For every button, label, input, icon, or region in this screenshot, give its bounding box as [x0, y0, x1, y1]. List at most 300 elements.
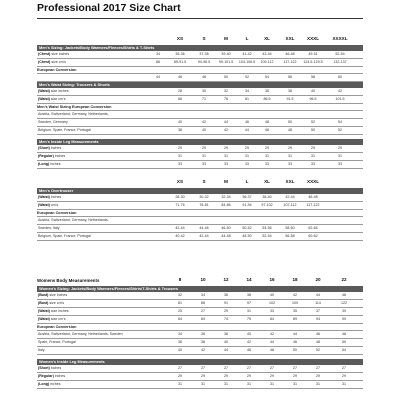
row-description: size cm's — [49, 97, 66, 101]
size-value: 31 — [311, 154, 315, 159]
row-description: size inches — [49, 309, 69, 313]
row-key: (Waist) — [38, 203, 50, 207]
size-value: 29 — [178, 374, 182, 379]
size-column-header: XXL — [285, 179, 295, 184]
size-header-row — [37, 277, 363, 286]
size-value: 117-122 — [306, 203, 320, 208]
size-value: 40-42 — [175, 234, 185, 239]
size-value: 33 — [338, 162, 342, 167]
size-value: 54 — [342, 348, 346, 353]
size-value: 27 — [316, 366, 320, 371]
size-value: 31 — [293, 382, 297, 387]
size-value: 81 — [178, 301, 182, 306]
size-value: 69 — [201, 317, 205, 322]
size-value: 76 — [224, 97, 228, 102]
row-description: Spain, France, Portugal — [38, 340, 76, 344]
size-value: 35 — [293, 309, 297, 314]
size-value: 81 — [245, 97, 249, 102]
size-value: 38 — [247, 293, 251, 298]
size-value: 40 — [224, 340, 228, 345]
size-column-header: L — [245, 179, 249, 184]
size-value: 41-42 — [242, 52, 252, 57]
size-value: 29 — [316, 374, 320, 379]
table-row — [37, 96, 363, 104]
size-value: 97-102 — [261, 203, 273, 208]
size-value: 32 — [178, 293, 182, 298]
size-value: 31 — [178, 154, 182, 159]
size-value: 29 — [270, 374, 274, 379]
size-value: 46 — [245, 120, 249, 125]
size-value: 29 — [265, 146, 269, 151]
row-label — [38, 112, 109, 116]
size-value: 36-37 — [242, 195, 252, 200]
table-row — [37, 365, 363, 373]
size-value: 44-46 — [199, 226, 209, 231]
row-key: (Waist) — [38, 309, 50, 313]
size-value: 29 — [224, 374, 228, 379]
size-value: 42-44 — [199, 234, 209, 239]
size-value: 84-86 — [221, 203, 231, 208]
size-value: 50 — [293, 348, 297, 353]
size-value: 46 — [265, 128, 269, 133]
size-value: 42-44 — [175, 226, 185, 231]
row-label — [38, 332, 123, 336]
size-value: 107-112 — [283, 203, 297, 208]
table-row — [37, 225, 363, 233]
size-value: 84 — [270, 317, 274, 322]
table-row — [37, 111, 363, 119]
row-label — [38, 382, 61, 386]
size-value: 31 — [338, 154, 342, 159]
size-column-header: 10 — [200, 277, 206, 282]
size-value: 109-112 — [260, 60, 274, 65]
size-value: 29 — [311, 146, 315, 151]
size-value: 38 — [178, 128, 182, 133]
size-value: 36 — [224, 293, 228, 298]
pre-size-value: 34 — [156, 52, 160, 57]
row-description: inches — [53, 374, 66, 378]
size-value: 50 — [342, 340, 346, 345]
table-row — [37, 145, 363, 153]
size-value: 36 — [178, 340, 182, 345]
size-value: 33 — [288, 162, 292, 167]
size-value: 31 — [247, 382, 251, 387]
size-value: 117-122 — [283, 60, 297, 65]
table-row — [37, 339, 363, 347]
row-label — [38, 340, 76, 344]
size-value: 52 — [245, 75, 249, 80]
size-value: 64 — [178, 317, 182, 322]
size-value: 48 — [288, 128, 292, 133]
row-description: size inches — [50, 52, 70, 56]
size-value: 89-91.5 — [173, 60, 187, 65]
row-key: (Chest) — [38, 60, 51, 64]
size-value: 31 — [265, 154, 269, 159]
subheading: European Conversion — [37, 210, 363, 217]
size-value: 76-81 — [199, 203, 209, 208]
row-key: (Short) — [38, 146, 50, 150]
row-description: Belgium, Spain, France, Portugal — [38, 128, 91, 132]
size-value: 29 — [245, 146, 249, 151]
size-value: 52-54 — [262, 234, 272, 239]
table-row — [37, 381, 363, 389]
table-row — [37, 316, 363, 324]
size-value: 46-48 — [285, 52, 295, 57]
size-value: 62-64 — [308, 226, 318, 231]
size-value: 30-32 — [199, 195, 209, 200]
size-value: 46 — [247, 348, 251, 353]
size-value: 109 — [292, 301, 298, 306]
size-value: 48 — [342, 332, 346, 337]
size-value: 31 — [270, 382, 274, 387]
size-value: 91.5 — [286, 97, 294, 102]
row-description: inches — [49, 162, 61, 166]
subheading: Men's Waist Sizing European Conversion — [37, 104, 363, 111]
size-value: 37-38 — [199, 52, 209, 57]
size-value: 50 — [311, 128, 315, 133]
size-value: 94-96.5 — [197, 60, 211, 65]
row-key: (Short) — [38, 366, 50, 370]
row-description: inches — [49, 146, 62, 150]
row-label — [38, 89, 69, 93]
size-value: 34 — [178, 332, 182, 337]
size-column-header: XXXL — [307, 36, 319, 41]
size-value: 46-50 — [221, 226, 231, 231]
row-label — [38, 317, 66, 321]
size-value: 31 — [288, 154, 292, 159]
row-label — [38, 128, 91, 132]
size-header-row — [37, 179, 363, 188]
size-value: 102 — [269, 301, 275, 306]
size-column-header: XS — [176, 36, 184, 41]
size-column-header: M — [224, 36, 228, 41]
row-description: inches — [49, 195, 62, 199]
size-header-row — [37, 36, 363, 45]
size-value: 29 — [224, 146, 228, 151]
size-value: 31 — [201, 382, 205, 387]
size-value: 27 — [201, 366, 205, 371]
size-value: 44 — [293, 332, 297, 337]
size-value: 56 — [288, 75, 292, 80]
size-value: 27 — [270, 366, 274, 371]
row-key: (Waist) — [38, 89, 50, 93]
size-value: 94 — [316, 317, 320, 322]
row-key: (Chest) — [38, 52, 51, 56]
size-value: 33 — [202, 162, 206, 167]
row-description: inches — [53, 154, 66, 158]
size-column-header: 8 — [178, 277, 182, 282]
size-value: 29 — [293, 374, 297, 379]
table-row — [37, 59, 363, 67]
size-value: 46 — [316, 332, 320, 337]
table-row — [37, 233, 363, 241]
size-value: 48-50 — [242, 234, 252, 239]
size-column-header: 12 — [223, 277, 229, 282]
row-key: (Regular) — [38, 374, 54, 378]
size-value: 48 — [316, 340, 320, 345]
size-value: 50 — [288, 120, 292, 125]
row-label — [38, 203, 58, 207]
size-value: 31 — [178, 382, 182, 387]
size-value: 48 — [265, 120, 269, 125]
size-value: 44 — [224, 348, 228, 353]
size-value: 44-48 — [221, 234, 231, 239]
subheading: European Conversion — [37, 67, 363, 74]
size-value: 52-54 — [335, 52, 345, 57]
size-value: 27 — [247, 366, 251, 371]
row-label — [38, 154, 65, 158]
row-description: cm's — [49, 203, 59, 207]
size-column-header: XL — [264, 179, 270, 184]
size-value: 86 — [201, 301, 205, 306]
table-heading: Womens Body Measurements — [37, 278, 100, 283]
size-value: 33 — [245, 162, 249, 167]
size-value: 34 — [201, 293, 205, 298]
row-key: (Waist) — [38, 97, 50, 101]
table-row — [37, 308, 363, 316]
row-description: Austria, Switzerland, Germany, Netherlands, Sweden — [38, 332, 123, 336]
row-label — [38, 309, 69, 313]
size-value: 52 — [338, 128, 342, 133]
size-value: 31 — [202, 154, 206, 159]
size-value: 132-137 — [333, 60, 347, 65]
row-description: size inches — [48, 293, 68, 297]
table-row — [37, 202, 363, 210]
size-value: 46 — [293, 340, 297, 345]
row-label — [38, 146, 61, 150]
table-row — [37, 373, 363, 381]
row-description: Sweden, Italy — [38, 226, 60, 230]
size-value: 42 — [202, 120, 206, 125]
category-band: Men's Sizing: Jackets/Body Warmers/Fleeces/Shirts & T-Shirts — [37, 45, 363, 51]
table-row — [37, 331, 363, 339]
size-value: 44 — [245, 128, 249, 133]
size-value: 38 — [201, 340, 205, 345]
table-row — [37, 74, 363, 82]
size-value: 39 — [342, 309, 346, 314]
size-column-header: XXXXL — [332, 36, 348, 41]
size-value: 86.5 — [263, 97, 271, 102]
row-label — [38, 374, 65, 378]
table-row — [37, 194, 363, 202]
size-value: 99 — [342, 317, 346, 322]
row-key: (Waist) — [38, 317, 50, 321]
size-value: 31 — [224, 382, 228, 387]
category-band: Women's Sizing: Jackets/Body Warmers/Fleeces/Shirts/T-Shirts & Trousers — [37, 286, 363, 292]
size-value: 50-52 — [242, 226, 252, 231]
table-row — [37, 292, 363, 300]
size-value: 27 — [293, 366, 297, 371]
row-key: (Long) — [38, 162, 50, 166]
size-value: 52 — [311, 120, 315, 125]
size-value: 29 — [288, 146, 292, 151]
size-value: 31 — [245, 154, 249, 159]
size-value: 54 — [338, 120, 342, 125]
row-description: size cm's — [50, 60, 67, 64]
size-value: 29 — [338, 146, 342, 151]
size-value: 58-60 — [285, 226, 295, 231]
size-value: 46 — [342, 293, 346, 298]
row-description: size cm's — [48, 301, 65, 305]
size-column-header: 14 — [246, 277, 252, 282]
size-value: 46-48 — [308, 195, 318, 200]
size-value: 50 — [224, 75, 228, 80]
category-band: Men's Overtrouser — [37, 188, 363, 194]
size-table — [37, 277, 363, 389]
size-value: 42 — [293, 293, 297, 298]
row-label — [38, 293, 67, 297]
title-divider — [37, 18, 363, 19]
row-label — [38, 234, 91, 238]
size-value: 27 — [342, 366, 346, 371]
size-value: 56-58 — [285, 234, 295, 239]
size-value: 27 — [178, 366, 182, 371]
row-label — [38, 218, 109, 222]
table-row — [37, 51, 363, 59]
size-column-header: L — [245, 36, 249, 41]
size-column-header: 22 — [341, 277, 347, 282]
size-column-header: S — [202, 179, 206, 184]
size-value: 71-76 — [175, 203, 185, 208]
size-value: 33 — [178, 162, 182, 167]
row-label — [38, 366, 61, 370]
size-value: 42-44 — [285, 195, 295, 200]
size-table — [37, 179, 363, 241]
row-description: Italy — [38, 348, 45, 352]
size-value: 29 — [178, 146, 182, 151]
size-value: 71 — [202, 97, 206, 102]
table-row — [37, 88, 363, 96]
size-value: 31 — [224, 154, 228, 159]
size-value: 27 — [224, 366, 228, 371]
size-value: 31 — [316, 382, 320, 387]
row-description: Sweden, Germany — [38, 120, 68, 124]
row-label — [38, 120, 68, 124]
row-key: (Regular) — [38, 154, 54, 158]
row-label — [38, 97, 66, 101]
size-value: 40 — [311, 89, 315, 94]
size-value: 36 — [201, 332, 205, 337]
size-value: 101.5 — [335, 97, 345, 102]
size-column-header: S — [202, 36, 206, 41]
size-table — [37, 36, 363, 169]
row-key: (Waist) — [38, 195, 50, 199]
size-value: 79 — [247, 317, 251, 322]
size-value: 34 — [245, 89, 249, 94]
size-value: 44 — [224, 120, 228, 125]
size-value: 36 — [265, 89, 269, 94]
size-value: 99-101.5 — [218, 60, 234, 65]
table-row — [37, 127, 363, 135]
row-description: Austria, Switzerland, Germany, Netherlands, — [38, 218, 109, 222]
size-value: 104-106.5 — [238, 60, 256, 65]
size-value: 49-51 — [308, 52, 318, 57]
size-column-header: 20 — [315, 277, 321, 282]
category-band: Men's Waist Sizing: Trousers & Shorts — [37, 82, 363, 88]
size-value: 44 — [316, 293, 320, 298]
row-label — [38, 52, 69, 56]
row-label — [38, 301, 64, 305]
size-value: 46 — [178, 75, 182, 80]
size-column-header: XS — [176, 179, 184, 184]
size-value: 29 — [247, 374, 251, 379]
size-column-header: XXXL — [307, 179, 319, 184]
table-row — [37, 161, 363, 169]
size-value: 44 — [270, 340, 274, 345]
row-label — [38, 162, 61, 166]
size-value: 97 — [247, 301, 251, 306]
size-value: 114 — [315, 301, 321, 306]
size-column-header: 18 — [292, 277, 298, 282]
size-value: 122 — [341, 301, 347, 306]
size-value: 54 — [265, 75, 269, 80]
row-description: Belgium, Spain, France, Portugal — [38, 234, 91, 238]
size-value: 38 — [288, 89, 292, 94]
size-value: 42 — [201, 348, 205, 353]
size-value: 89 — [293, 317, 297, 322]
size-column-header: 16 — [269, 277, 275, 282]
size-value: 33 — [311, 162, 315, 167]
size-value: 66 — [178, 97, 182, 102]
row-description: inches — [49, 366, 62, 370]
size-value: 33 — [224, 162, 228, 167]
size-value: 42 — [270, 332, 274, 337]
size-value: 43-44 — [262, 52, 272, 57]
row-label — [38, 226, 60, 230]
row-description: Austria, Switzerland, Germany, Netherlands, — [38, 112, 109, 116]
size-value: 91 — [224, 301, 228, 306]
size-value: 42 — [224, 128, 228, 133]
table-row — [37, 217, 363, 225]
table-row — [37, 153, 363, 161]
size-value: 33 — [270, 309, 274, 314]
size-value: 52 — [316, 348, 320, 353]
row-label — [38, 348, 45, 352]
row-key: (Bust) — [38, 293, 49, 297]
size-value: 28-30 — [175, 195, 185, 200]
size-value: 30 — [202, 89, 206, 94]
size-value: 29 — [202, 146, 206, 151]
pre-size-value: 86 — [156, 60, 160, 65]
size-value: 32-34 — [221, 195, 231, 200]
size-value: 37 — [316, 309, 320, 314]
size-value: 40 — [178, 348, 182, 353]
size-value: 29 — [201, 374, 205, 379]
size-column-header: XL — [264, 36, 270, 41]
size-value: 38-40 — [262, 195, 272, 200]
size-value: 40 — [202, 128, 206, 133]
size-value: 32 — [224, 89, 228, 94]
size-value: 25 — [178, 309, 182, 314]
size-value: 42 — [338, 89, 342, 94]
row-key: (Bust) — [38, 301, 49, 305]
size-value: 54-56 — [262, 226, 272, 231]
size-value: 58 — [311, 75, 315, 80]
table-row — [37, 347, 363, 355]
size-value: 28 — [178, 89, 182, 94]
size-value: 29 — [224, 309, 228, 314]
row-description: size cm's — [49, 317, 66, 321]
size-value: 31 — [247, 309, 251, 314]
size-value: 27 — [201, 309, 205, 314]
size-value: 60 — [338, 75, 342, 80]
size-value: 33 — [265, 162, 269, 167]
subheading: European Conversion — [37, 324, 363, 331]
size-value: 38 — [224, 332, 228, 337]
size-column-header: M — [224, 179, 228, 184]
pre-size-value: 44 — [156, 75, 160, 80]
size-value: 40 — [178, 120, 182, 125]
